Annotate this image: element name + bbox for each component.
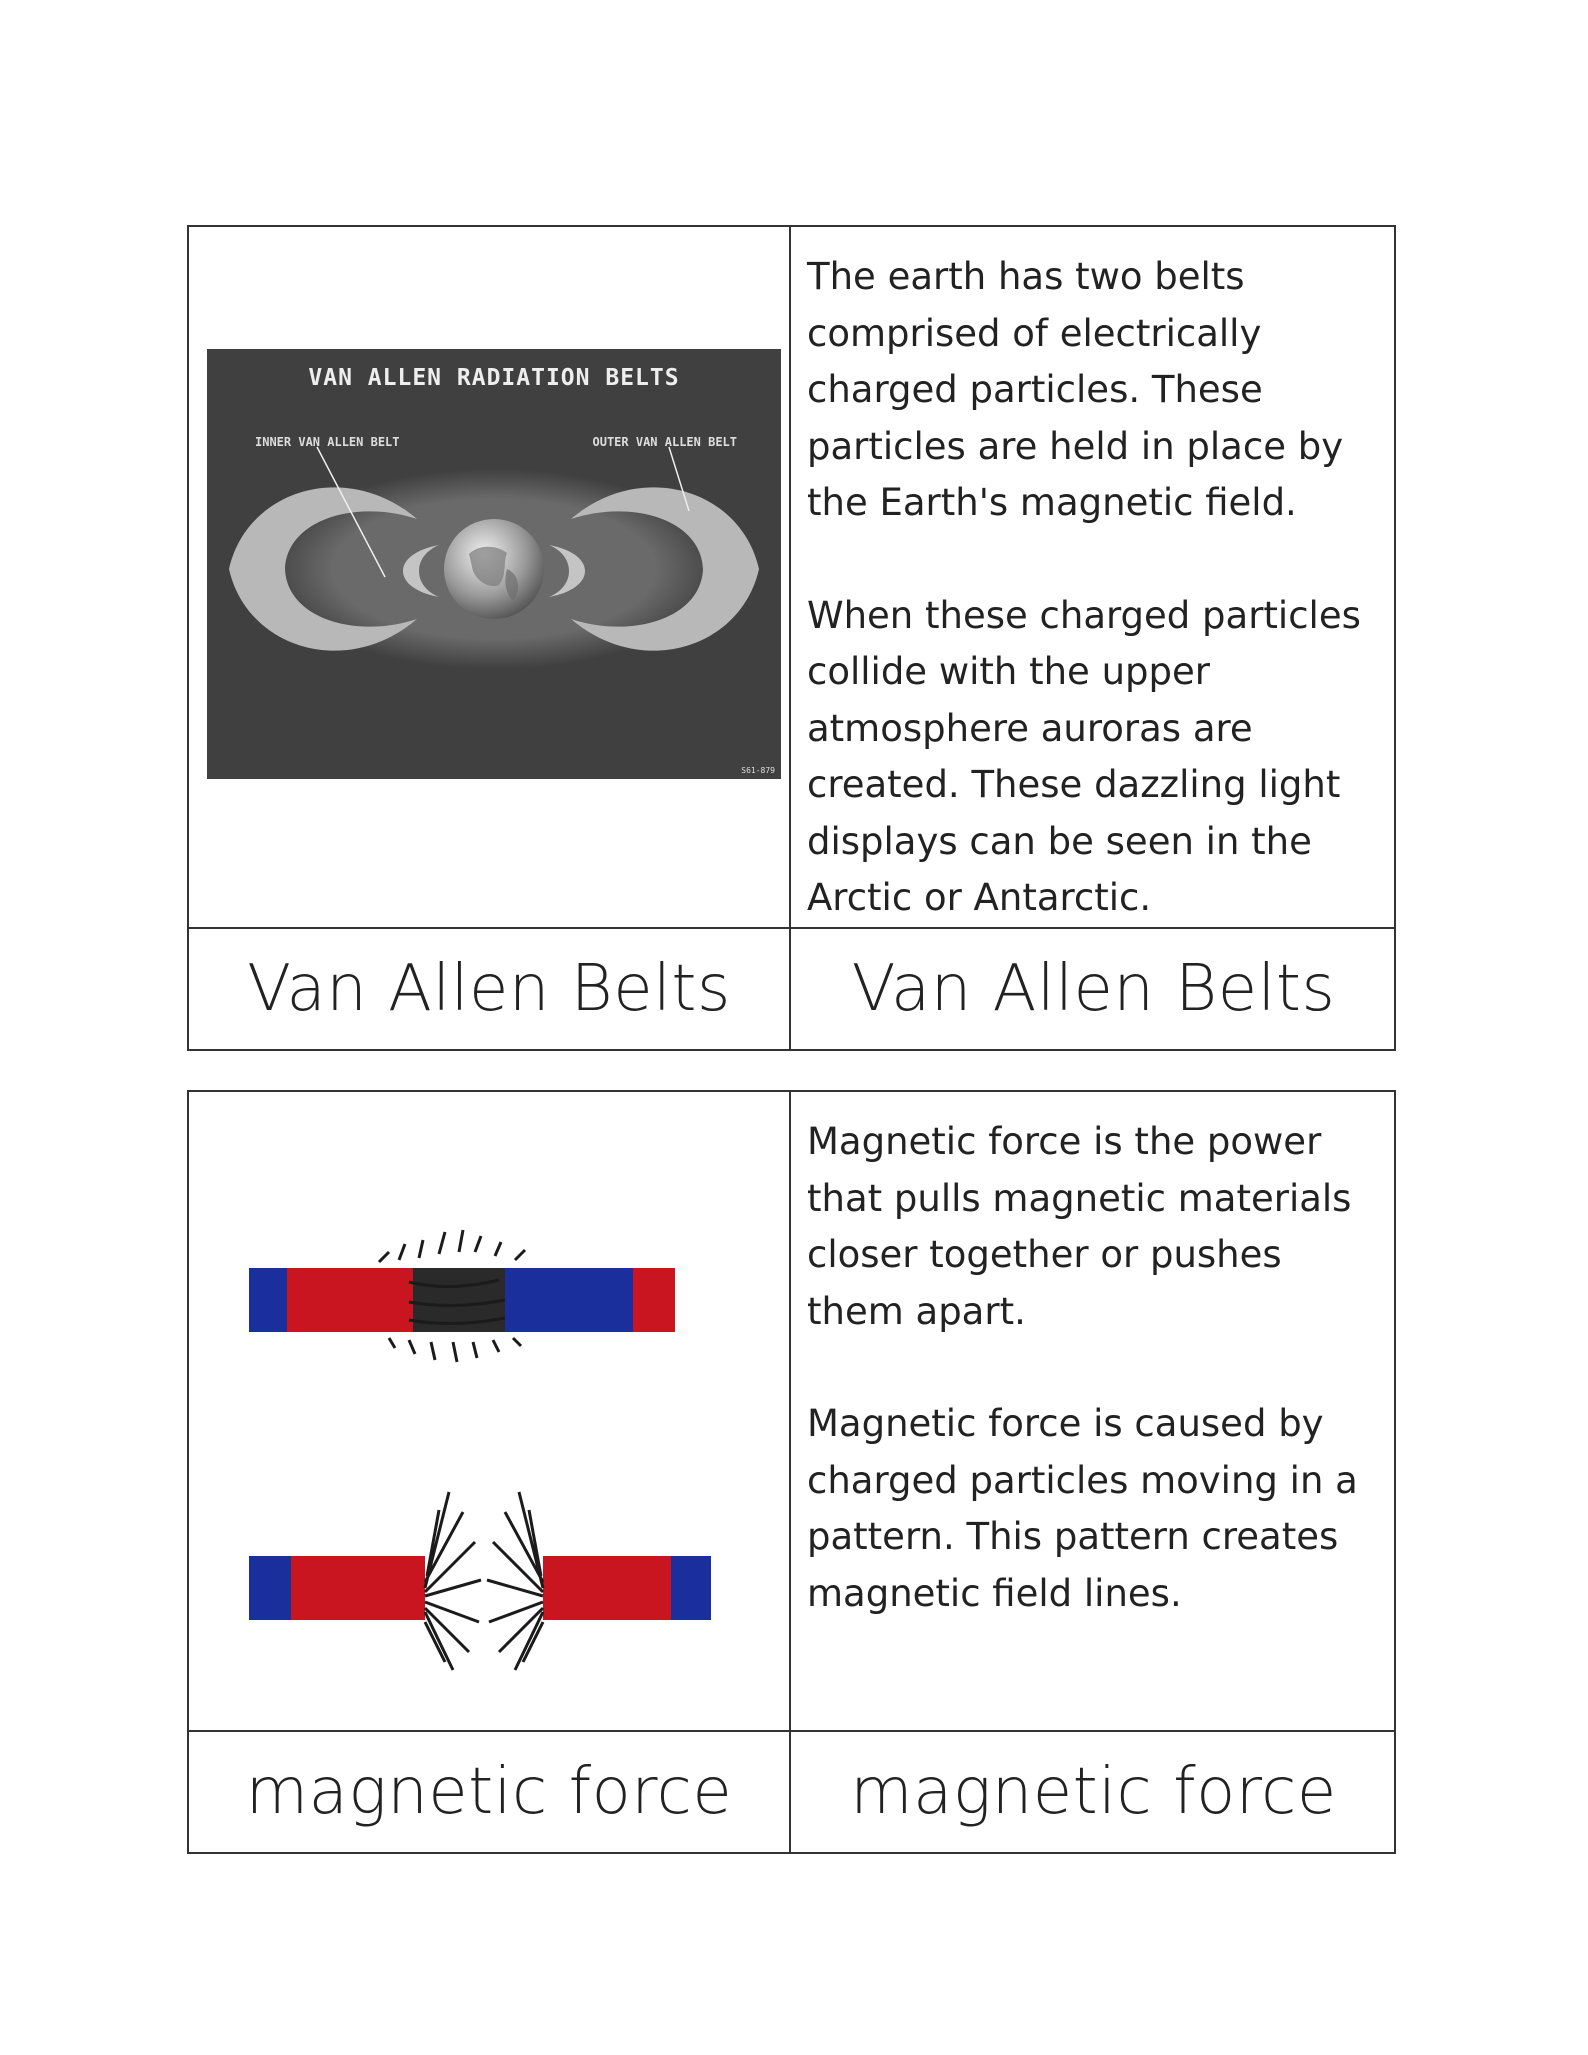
description-paragraph: The earth has two belts comprised of electrically charged particles. These particles are held in place by the Earth's magnetic field. — [807, 255, 1344, 524]
inner-belt-label: INNER VAN ALLEN BELT — [255, 435, 400, 449]
description-paragraph: Magnetic force is caused by charged particles moving in a pattern. This pattern creates magnetic field lines. — [807, 1402, 1358, 1615]
label-cell — [189, 1732, 791, 1852]
description-paragraph: Magnetic force is the power that pulls magnetic materials closer together or pushes them apart. — [807, 1120, 1352, 1333]
vocabulary-card-magnetic-force — [187, 1090, 1396, 1854]
description-paragraph: When these charged particles collide with the upper atmosphere auroras are created. These dazzling light displays can be seen in the Arctic or Antarctic. — [807, 593, 1361, 919]
bar-magnets-attract-repel-illustration — [249, 1192, 719, 1672]
picture-cell — [189, 227, 791, 929]
term-label: Van Allen Belts — [247, 952, 731, 1026]
description-cell — [791, 1092, 1396, 1732]
image-code: S61-879 — [741, 766, 775, 775]
term-label: magnetic force — [245, 1755, 733, 1829]
picture-cell — [189, 1092, 791, 1732]
label-cell — [791, 1732, 1396, 1852]
term-label: magnetic force — [850, 1755, 1337, 1829]
term-label: Van Allen Belts — [851, 952, 1336, 1026]
diagram-title: VAN ALLEN RADIATION BELTS — [308, 365, 680, 391]
van-allen-belts-diagram — [207, 349, 781, 779]
label-cell — [791, 929, 1396, 1049]
outer-belt-label: OUTER VAN ALLEN BELT — [592, 435, 737, 449]
description-cell — [791, 227, 1396, 929]
vocabulary-card-van-allen — [187, 225, 1396, 1051]
label-cell — [189, 929, 791, 1049]
